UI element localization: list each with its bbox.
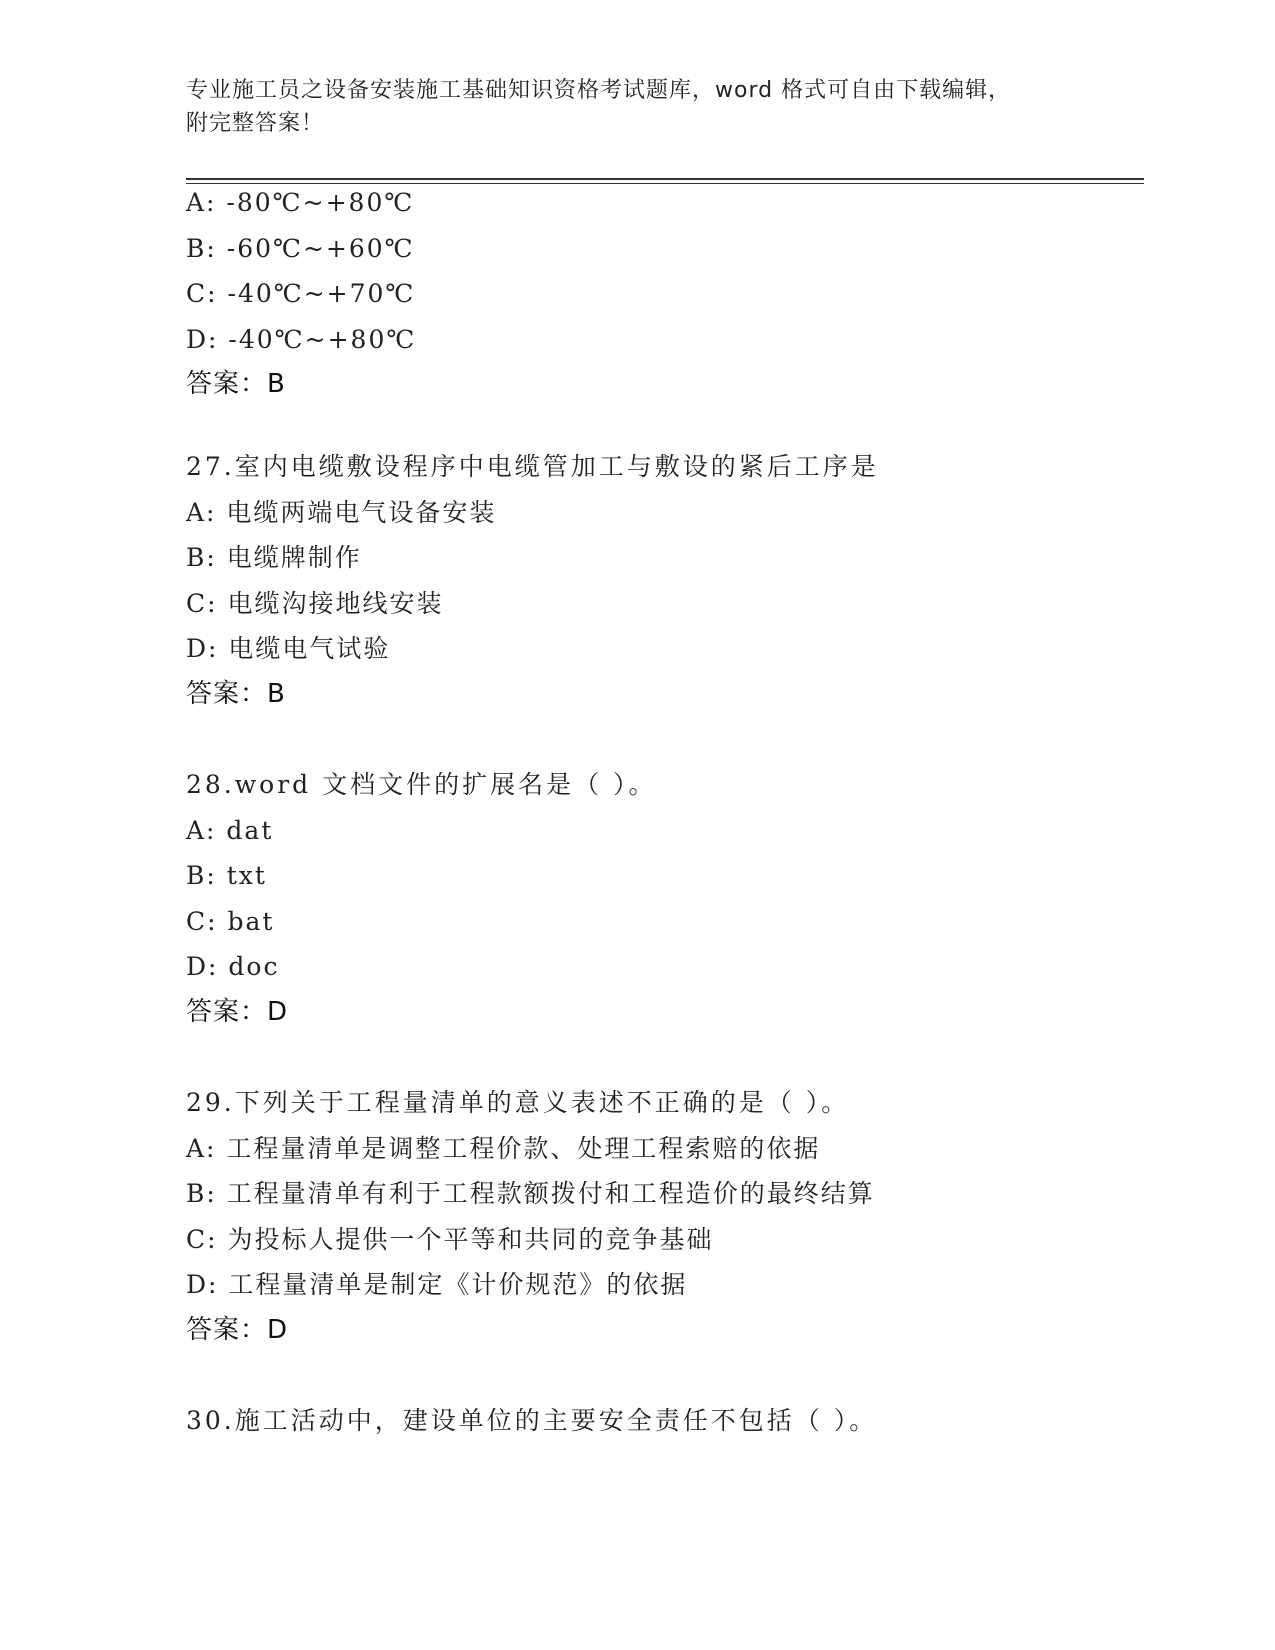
question-block-28	[186, 762, 1144, 1035]
answer-line: 答案：D	[186, 996, 289, 1027]
option-b: B: txt	[186, 861, 267, 890]
answer-line: 答案：D	[186, 1314, 289, 1345]
option-a: A: 工程量清单是调整工程价款、处理工程索赔的依据	[186, 1133, 821, 1163]
question-block-29	[186, 1080, 1144, 1353]
answer-line: 答案：B	[186, 369, 286, 399]
question-block-26	[186, 180, 1144, 408]
question-text: 29.下列关于工程量清单的意义表述不正确的是（ ）。	[186, 1088, 850, 1117]
question-block-27	[186, 444, 1144, 717]
option-b: B: 电缆牌制作	[186, 543, 362, 572]
question-text: 28.word 文档文件的扩展名是（ ）。	[186, 770, 657, 799]
option-b: B: 工程量清单有利于工程款额拨付和工程造价的最终结算	[186, 1179, 875, 1208]
option-d: D: -40℃~+80℃	[186, 324, 417, 354]
header-line-1: 专业施工员之设备安装施工基础知识资格考试题库，word 格式可自由下载编辑，	[186, 78, 1012, 103]
question-text: 27.室内电缆敷设程序中电缆管加工与敷设的紧后工序是	[186, 452, 879, 481]
option-d: D: 工程量清单是制定《计价规范》的依据	[186, 1270, 688, 1299]
answer-line: 答案：B	[186, 678, 286, 709]
option-c: C: bat	[186, 906, 275, 936]
option-d: D: 电缆电气试验	[186, 634, 391, 663]
option-a: A: -80℃~+80℃	[186, 188, 415, 217]
document-header	[186, 74, 1086, 140]
question-text: 30.施工活动中，建设单位的主要安全责任不包括（ ）。	[186, 1406, 878, 1435]
option-d: D: doc	[186, 952, 280, 981]
header-line-2: 附完整答案！	[186, 111, 325, 136]
option-c: C: 为投标人提供一个平等和共同的竞争基础	[186, 1224, 714, 1254]
option-c: C: 电缆沟接地线安装	[186, 588, 444, 618]
question-block-30	[186, 1398, 1144, 1444]
option-c: C: -40℃~+70℃	[186, 279, 416, 308]
option-a: A: 电缆两端电气设备安装	[186, 497, 497, 527]
option-b: B: -60℃~+60℃	[186, 233, 415, 263]
option-a: A: dat	[186, 815, 274, 845]
